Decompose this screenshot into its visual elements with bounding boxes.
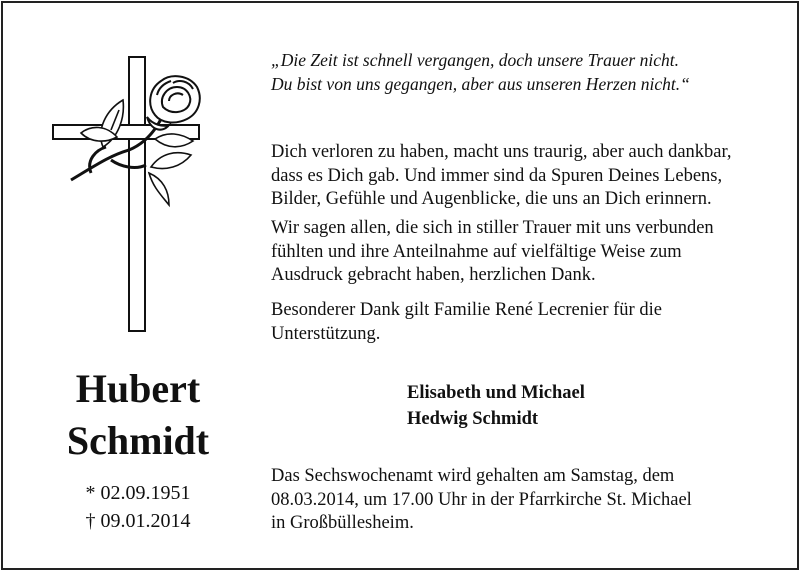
quote-line: Du bist von uns gegangen, aber aus unseren Herzen nicht.“ — [271, 74, 690, 94]
birth-date: * 02.09.1951 — [85, 482, 191, 504]
thanks-paragraph — [271, 217, 714, 288]
text-line: fühlten und ihre Anteilnahme auf vielfältige Weise zum — [271, 241, 682, 262]
quote-line: „Die Zeit ist schnell vergangen, doch unsere Trauer nicht. — [271, 50, 679, 70]
obituary-notice — [1, 1, 799, 570]
deceased-last-name: Schmidt — [66, 418, 210, 463]
text-line: Ausdruck gebracht haben, herzlichen Dank. — [271, 265, 596, 285]
text-line: in Großbüllesheim. — [271, 513, 414, 533]
text-line: Wir sagen allen, die sich in stiller Trauer mit uns verbunden — [271, 218, 714, 238]
cross-with-rose-icon — [51, 55, 201, 335]
death-date: † 09.01.2014 — [85, 510, 191, 532]
signer-line: Hedwig Schmidt — [407, 409, 539, 429]
text-line: 08.03.2014, um 17.00 Uhr in der Pfarrkirche St. Michael — [271, 489, 692, 510]
text-line: Dich verloren zu haben, macht uns traurig, aber auch dankbar, — [271, 142, 732, 162]
text-line: dass es Dich gab. Und immer sind da Spuren Deines Lebens, — [271, 165, 723, 186]
text-line: Bilder, Gefühle und Augenblicke, die uns an Dich erinnern. — [271, 189, 712, 209]
service-announcement — [271, 465, 692, 536]
signer-line: Elisabeth und Michael — [407, 383, 585, 403]
signers — [407, 380, 585, 432]
text-line: Unterstützung. — [271, 323, 381, 344]
text-line: Besonderer Dank gilt Familie René Lecrenier für die — [271, 300, 662, 320]
deceased-first-name: Hubert — [75, 366, 201, 411]
memorial-quote — [271, 48, 690, 96]
text-line: Das Sechswochenamt wird gehalten am Samstag, dem — [271, 466, 675, 486]
grief-paragraph — [271, 141, 732, 212]
special-thanks-paragraph — [271, 299, 662, 346]
